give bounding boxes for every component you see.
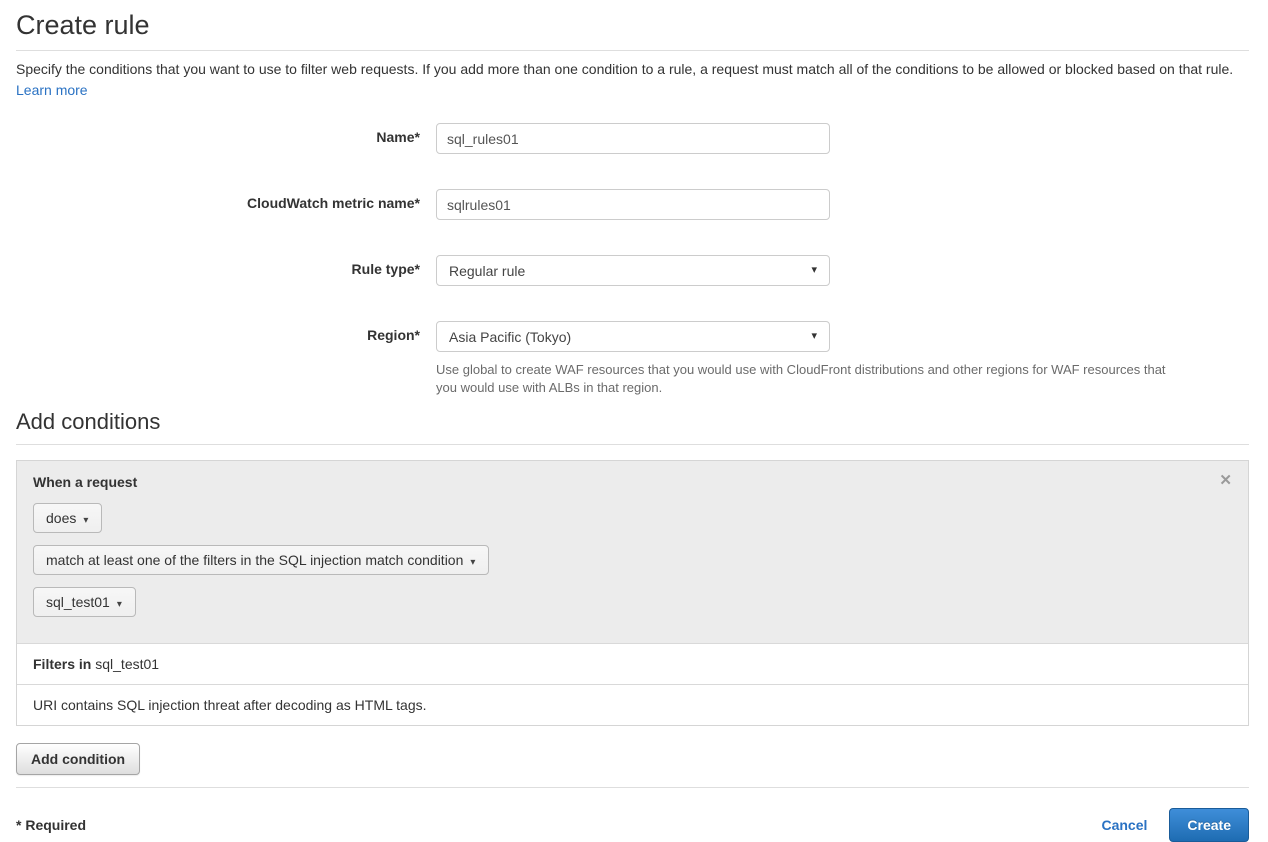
footer-divider	[16, 787, 1249, 788]
condition-name-dropdown[interactable]	[33, 587, 136, 617]
cloudwatch-metric-name-input[interactable]	[436, 189, 830, 220]
region-row	[16, 321, 1249, 397]
filters-in-value: sql_test01	[95, 656, 160, 672]
page-description-text: Specify the conditions that you want to use to filter web requests. If you add more than one condition to a rule, a request must match all of the conditions to be allowed or blocked based on that rule.	[16, 61, 1234, 77]
condition-verb-dropdown[interactable]	[33, 503, 102, 533]
page-title: Create rule	[16, 10, 1249, 51]
condition-title: When a request	[33, 474, 138, 490]
name-label: Name*	[376, 129, 420, 145]
caret-down-icon: ▾	[83, 515, 89, 526]
filters-in-row	[17, 643, 1248, 684]
caret-down-icon: ▾	[811, 330, 817, 342]
region-help-text: Use global to create WAF resources that you would use with CloudFront distributions and other regions for WAF resources that you would use with ALBs in that region.	[436, 362, 1166, 395]
rule-type-selected-value: Regular rule	[449, 262, 526, 279]
rule-type-label: Rule type*	[351, 261, 420, 277]
condition-card	[16, 460, 1249, 726]
rule-type-row	[16, 255, 1249, 286]
create-rule-form	[16, 123, 1249, 397]
condition-name-label: sql_test01	[46, 594, 110, 610]
filter-item-text: URI contains SQL injection threat after decoding as HTML tags.	[33, 697, 427, 713]
condition-card-header	[17, 461, 1248, 643]
cancel-button[interactable]: Cancel	[1101, 817, 1148, 833]
condition-match-dropdown[interactable]	[33, 545, 489, 575]
learn-more-link[interactable]: Learn more	[16, 82, 88, 98]
cloudwatch-metric-name-row	[16, 189, 1249, 220]
name-input[interactable]	[436, 123, 830, 154]
caret-down-icon: ▾	[116, 599, 122, 610]
page-description	[16, 59, 1249, 101]
required-note: * Required	[16, 817, 87, 833]
filter-item-row	[17, 684, 1248, 725]
condition-match-label: match at least one of the filters in the SQL injection match condition	[46, 552, 464, 568]
rule-type-select[interactable]	[436, 255, 830, 286]
filters-in-label: Filters in	[33, 656, 92, 672]
name-row	[16, 123, 1249, 154]
region-selected-value: Asia Pacific (Tokyo)	[449, 328, 572, 345]
condition-verb-label: does	[46, 510, 77, 526]
cloudwatch-metric-name-label: CloudWatch metric name*	[247, 195, 420, 211]
caret-down-icon: ▾	[811, 264, 817, 276]
footer	[16, 808, 1249, 842]
region-select[interactable]	[436, 321, 830, 352]
caret-down-icon: ▾	[470, 557, 476, 568]
add-conditions-heading: Add conditions	[16, 409, 1249, 445]
close-icon[interactable]: ✕	[1219, 472, 1232, 489]
add-condition-button[interactable]: Add condition	[16, 743, 140, 775]
create-button[interactable]: Create	[1169, 808, 1249, 842]
region-label: Region*	[367, 327, 420, 343]
